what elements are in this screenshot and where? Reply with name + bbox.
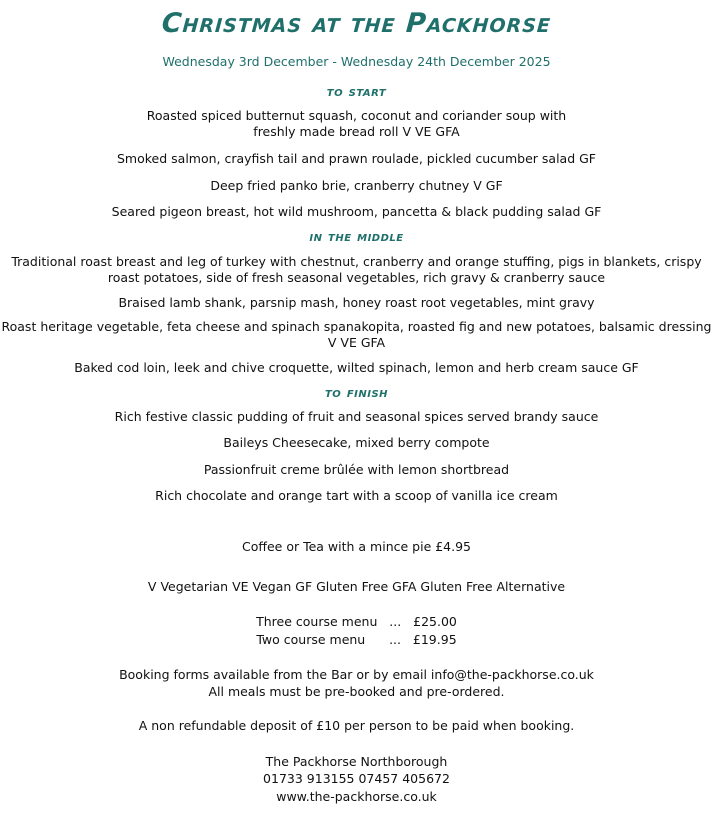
menu-item: Roast heritage vegetable, feta cheese and spinach spanakopita, roasted fig and new potatoes, balsamic dressing	[1, 319, 712, 334]
section-heading-finish: to finish	[324, 385, 389, 401]
menu-item: Braised lamb shank, parsnip mash, honey roast root vegetables, mint gravy	[118, 295, 595, 310]
menu-item-cont: roast potatoes, side of fresh seasonal vegetables, rich gravy & cranberry sauce	[107, 270, 606, 285]
pub-name: The Packhorse Northborough	[265, 754, 448, 769]
phone-numbers: 01733 913155 07457 405672	[263, 771, 450, 786]
menu-item-cont: freshly made bread roll V VE GFA	[253, 124, 460, 139]
menu-item-cont: V VE GFA	[327, 335, 386, 350]
section-heading-start: to start	[326, 84, 387, 100]
menu-item: Rich festive classic pudding of fruit and seasonal spices served brandy sauce	[114, 409, 599, 424]
menu-item: Baked cod loin, leek and chive croquette, wilted spinach, lemon and herb cream sauce GF	[74, 360, 639, 375]
menu-item: Deep fried panko brie, cranberry chutney V GF	[210, 178, 503, 193]
deposit-note: A non refundable deposit of £10 per person to be paid when booking.	[138, 718, 575, 733]
booking-info: Booking forms available from the Bar or by email info@the-packhorse.co.uk	[119, 667, 594, 682]
price-two-course: Two course menu ... £19.95	[256, 632, 457, 647]
menu-item: Smoked salmon, crayfish tail and prawn roulade, pickled cucumber salad GF	[117, 151, 596, 166]
menu-item: Baileys Cheesecake, mixed berry compote	[223, 435, 490, 450]
dietary-key: V Vegetarian VE Vegan GF Gluten Free GFA Gluten Free Alternative	[147, 579, 566, 594]
menu-item: Roasted spiced butternut squash, coconut and coriander soup with	[146, 108, 567, 123]
menu-dates: Wednesday 3rd December - Wednesday 24th December 2025	[162, 54, 551, 69]
coffee-note: Coffee or Tea with a mince pie £4.95	[241, 539, 472, 554]
menu-item: Passionfruit creme brûlée with lemon shortbread	[203, 462, 510, 477]
menu-title: Christmas at the Packhorse	[160, 8, 553, 39]
menu-item: Rich chocolate and orange tart with a scoop of vanilla ice cream	[155, 488, 558, 503]
menu-item: Traditional roast breast and leg of turkey with chestnut, cranberry and orange stuffing, pigs in blankets, crispy	[11, 254, 702, 269]
menu-item: Seared pigeon breast, hot wild mushroom, pancetta & black pudding salad GF	[111, 204, 602, 219]
website-link[interactable]: www.the-packhorse.co.uk	[276, 789, 437, 804]
booking-requirement: All meals must be pre-booked and pre-ordered.	[208, 684, 505, 699]
section-heading-middle: in the middle	[309, 229, 404, 245]
price-three-course: Three course menu ... £25.00	[256, 614, 457, 629]
